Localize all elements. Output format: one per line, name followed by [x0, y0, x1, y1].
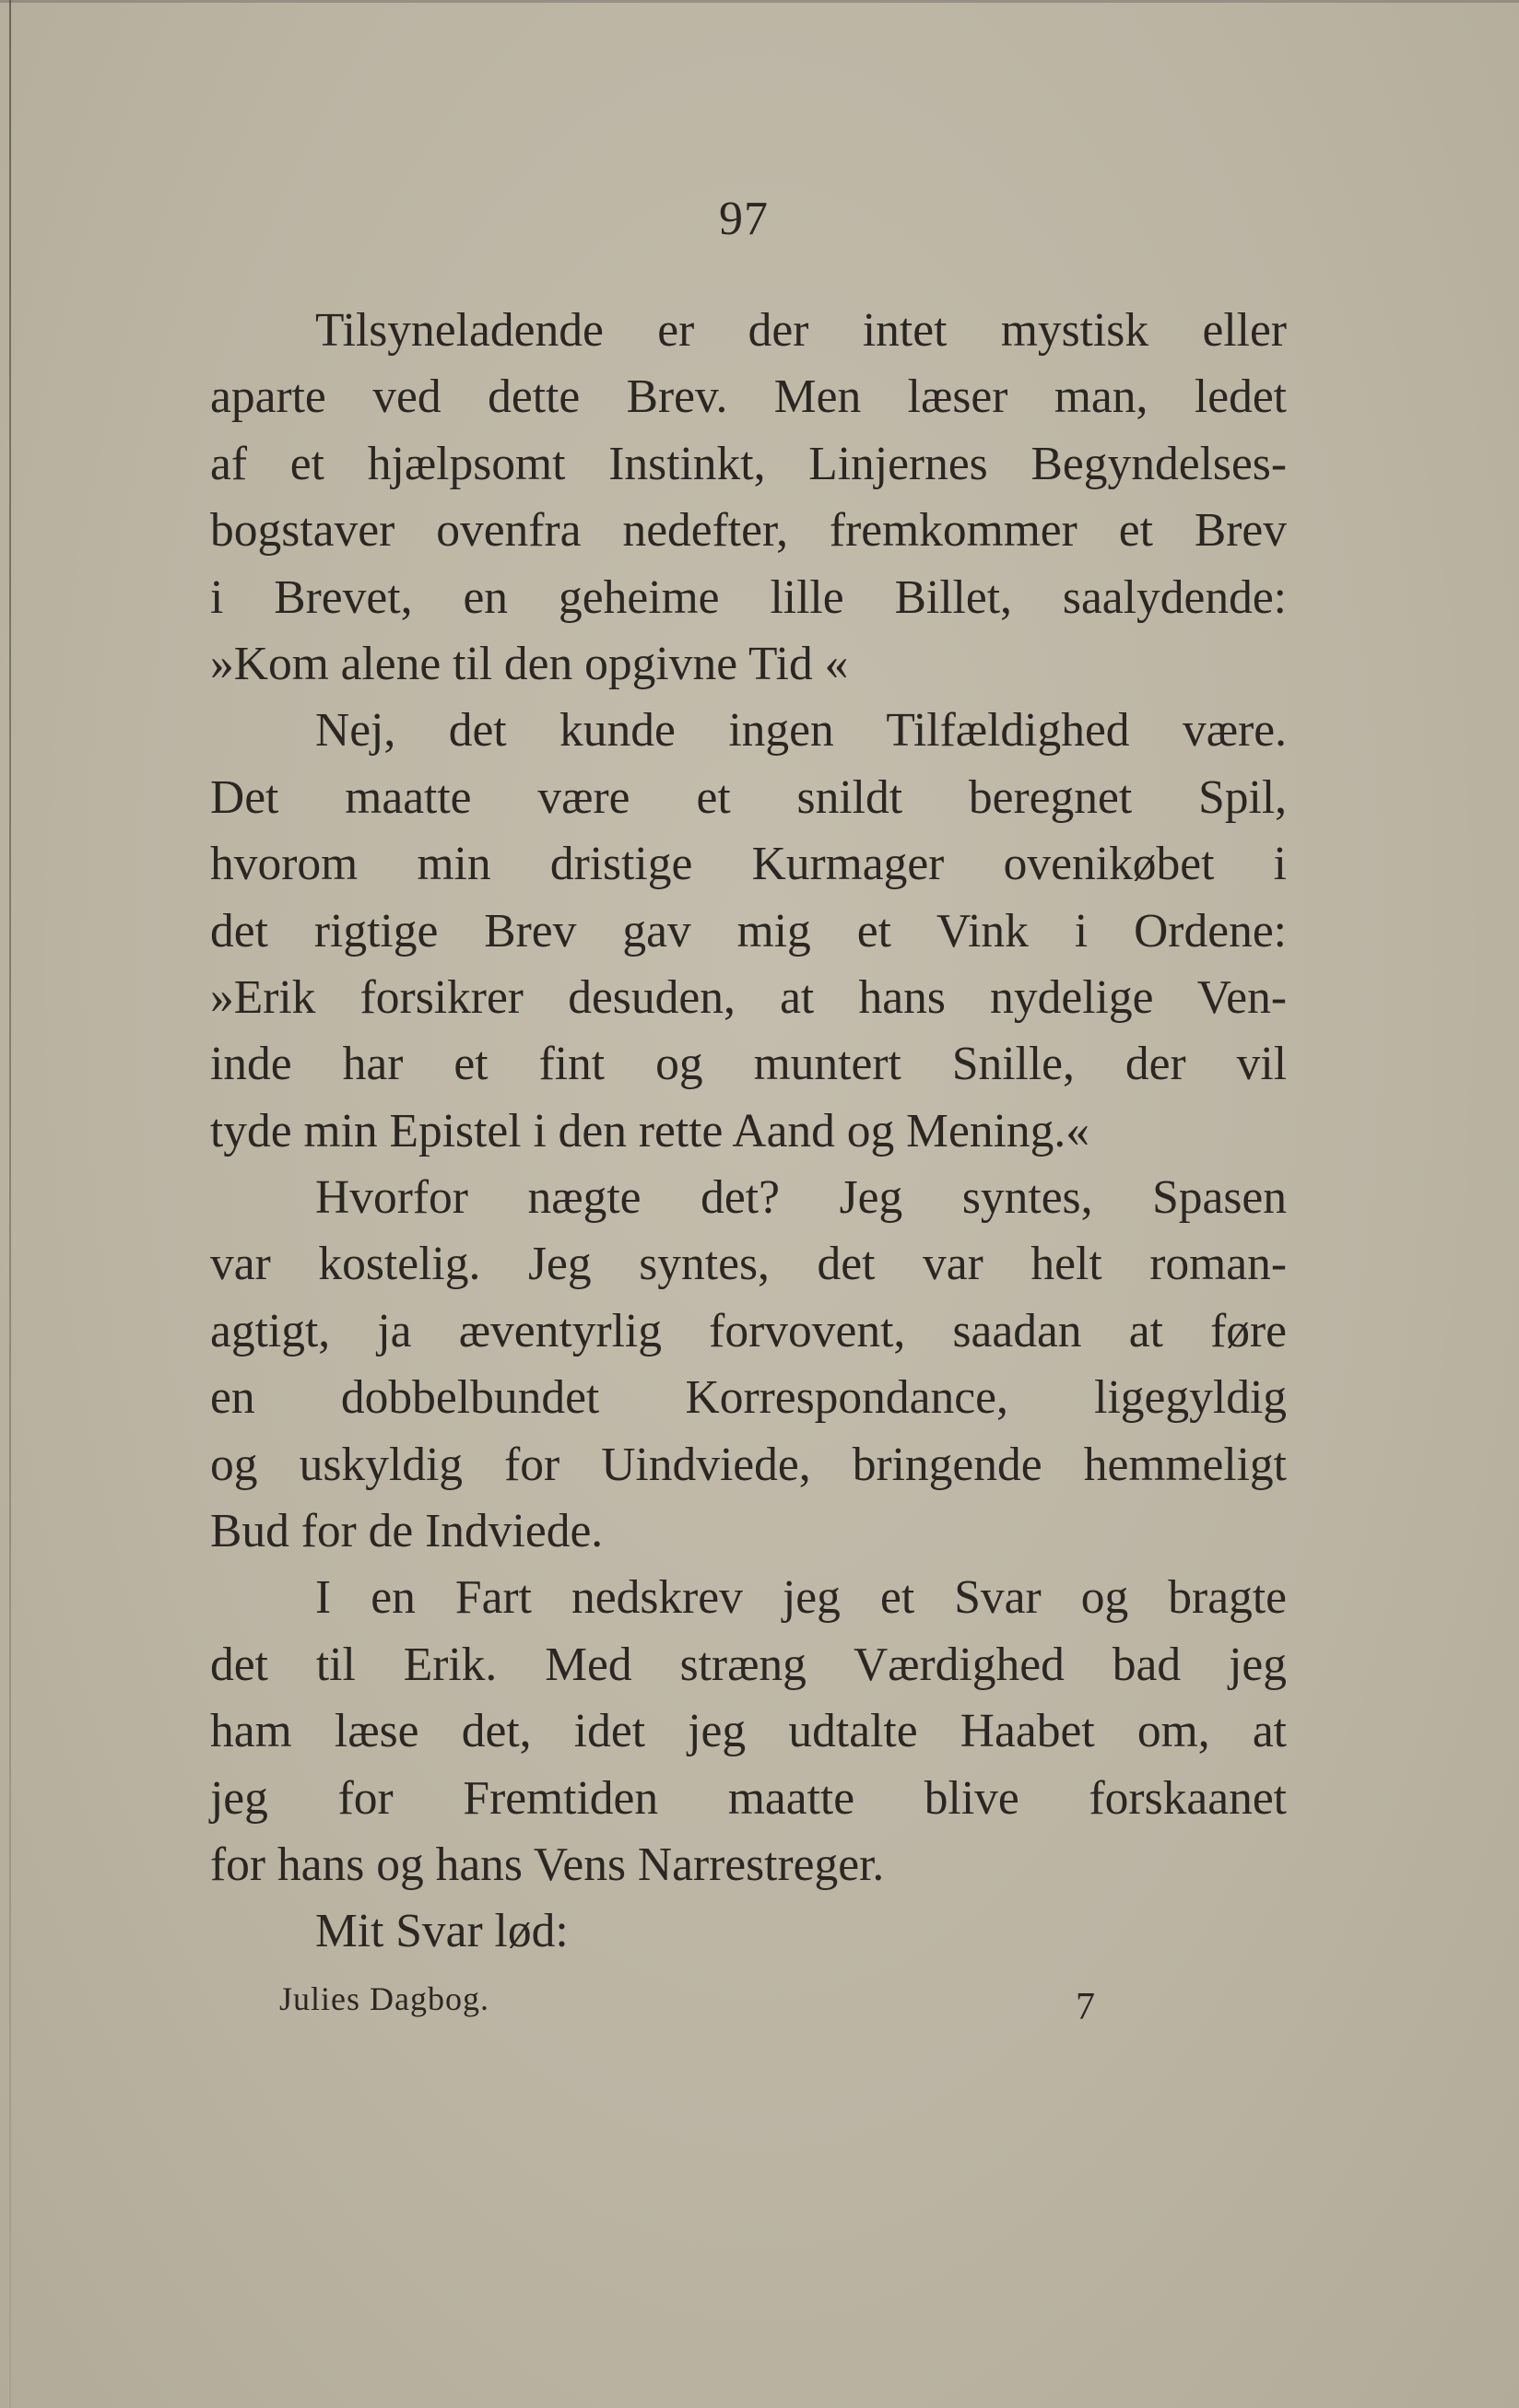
text-line: og uskyldig for Uindviede, bringende hemmeligt — [210, 1438, 1287, 1491]
text-line: en dobbelbundet Korrespondance, ligegyldig — [210, 1371, 1287, 1425]
text-line: af et hjælpsomt Instinkt, Linjernes Begyndelses- — [210, 437, 1287, 490]
text-line: var kostelig. Jeg syntes, det var helt roman- — [210, 1238, 1287, 1291]
sheet-number: 7 — [1076, 1986, 1095, 2028]
body-text — [210, 298, 1287, 1966]
text-line: inde har et fint og muntert Snille, der vil — [210, 1038, 1287, 1091]
page-number: 97 — [719, 193, 769, 245]
page-top-edge — [0, 0, 1519, 3]
text-line: »Erik forsikrer desuden, at hans nydelige Ven- — [210, 970, 1287, 1024]
page-footer — [279, 1979, 1109, 2035]
text-line: det rigtige Brev gav mig et Vink i Ordene: — [210, 904, 1287, 957]
text-line: Det maatte være et snildt beregnet Spil, — [210, 770, 1287, 824]
text-line: ham læse det, idet jeg udtalte Haabet om, at — [210, 1705, 1287, 1758]
text-line: I en Fart nedskrev jeg et Svar og bragte — [315, 1571, 1287, 1625]
text-line: agtigt, ja æventyrlig forvovent, saadan at føre — [210, 1304, 1287, 1357]
signature-mark: Julies Dagbog. — [279, 1980, 489, 2017]
text-line: »Kom alene til den opgivne Tid « — [210, 637, 849, 690]
text-line: i Brevet, en geheime lille Billet, saalydende: — [210, 570, 1287, 624]
text-line: Mit Svar lød: — [315, 1905, 569, 1958]
text-line: Tilsyneladende er der intet mystisk eller — [315, 304, 1287, 357]
text-line: bogstaver ovenfra nedefter, fremkommer et Brev — [210, 504, 1287, 558]
text-line: Nej, det kunde ingen Tilfældighed være. — [315, 704, 1287, 758]
page-binding-edge — [9, 0, 11, 2408]
text-line: hvorom min dristige Kurmager ovenikøbet i — [210, 838, 1287, 891]
text-line: jeg for Fremtiden maatte blive forskaanet — [210, 1771, 1287, 1825]
text-line: aparte ved dette Brev. Men læser man, ledet — [210, 370, 1287, 424]
text-line: for hans og hans Vens Narrestreger. — [210, 1838, 885, 1891]
text-line: tyde min Epistel i den rette Aand og Mening.« — [210, 1104, 1090, 1157]
text-line: Hvorfor nægte det? Jeg syntes, Spasen — [315, 1171, 1287, 1225]
text-line: Bud for de Indviede. — [210, 1505, 604, 1558]
text-line: det til Erik. Med stræng Værdighed bad jeg — [210, 1638, 1287, 1691]
